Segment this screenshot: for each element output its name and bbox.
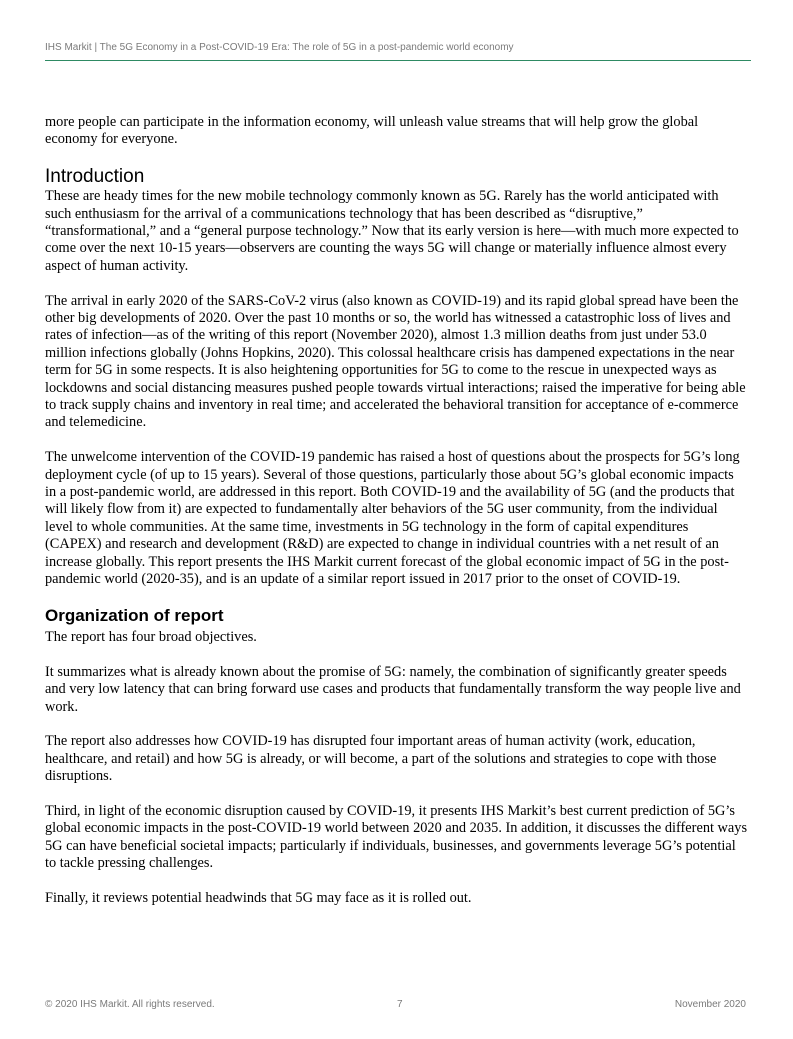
footer-page-number: 7 — [397, 999, 403, 1010]
introduction-paragraph-2: The arrival in early 2020 of the SARS-CoV-2 virus (also known as COVID-19) and its rapid global spread have been the other big developments of 2020. Over the past 10 months or so, the world has witnessed a catastrophic loss of lives and rates of infection—as of the writing of this report (November 2020), almost 1.3 million deaths from just under 53.0 million infections globally (Johns Hopkins, 2020). This colossal healthcare crisis has dampened expectations in the near term for 5G in some respects. It is also heightening opportunities for 5G to come to the rescue in unexpected ways as lockdowns and social distancing measures pushed people towards virtual interactions; raised the imperative for being able to track supply chains and inventory in real time; and accelerated the behavioral transition for acceptance of e-commerce and telemedicine. — [45, 292, 746, 431]
footer-copyright: © 2020 IHS Markit. All rights reserved. — [45, 999, 215, 1010]
introduction-paragraph-1: These are heady times for the new mobile technology commonly known as 5G. Rarely has the world anticipated with such enthusiasm for the arrival of a communications technology that has been described as “disruptive,” “transformational,” and a “general purpose technology.” Now that its early version is here—with much more expected to come over the next 10-15 years—observers are counting the ways 5G will change or materially influence almost every aspect of human activity. — [45, 188, 739, 274]
organization-paragraph-3: The report also addresses how COVID-19 has disrupted four important areas of human activity (work, education, healthcare, and retail) and how 5G is already, or will become, a part of the solutions and strategies to cope with those disruptions. — [45, 733, 717, 785]
organization-paragraph-2: It summarizes what is already known about the promise of 5G: namely, the combination of significantly greater speeds and very low latency that can bring forward use cases and products that fundamentally transform the way people live and work. — [45, 663, 741, 715]
introduction-paragraph-3: The unwelcome intervention of the COVID-19 pandemic has raised a host of questions about the prospects for 5G’s long deployment cycle (of up to 15 years). Several of those questions, particularly those about 5G’s global economic impacts in a post-pandemic world, are addressed in this report. Both COVID-19 and the availability of 5G (and the products that will likely flow from it) are expected to fundamentally alter behaviors of the 5G user community, from the individual level to whole communities. At the same time, investments in 5G technology in the form of capital expenditures (CAPEX) and research and development (R&D) are expected to change in individual countries with a net result of an increase globally. This report presents the IHS Markit current forecast of the global economic impact of 5G in the post-pandemic world (2020-35), and is an update of a similar report issued in 2017 prior to the onset of COVID-19. — [45, 449, 740, 588]
header-divider — [45, 60, 751, 61]
organization-heading: Organization of report — [45, 605, 224, 625]
introduction-heading: Introduction — [45, 166, 145, 188]
continuation-paragraph: more people can participate in the information economy, will unleash value streams that will help grow the global economy for everyone. — [45, 114, 699, 148]
organization-paragraph-1: The report has four broad objectives. — [45, 628, 257, 645]
page-content — [45, 114, 748, 925]
footer-date: November 2020 — [674, 999, 746, 1010]
running-header: IHS Markit | The 5G Economy in a Post-COVID-19 Era: The role of 5G in a post-pandemic world economy — [45, 42, 514, 53]
organization-paragraph-5: Finally, it reviews potential headwinds that 5G may face as it is rolled out. — [45, 889, 472, 906]
organization-paragraph-4: Third, in light of the economic disruption caused by COVID-19, it presents IHS Markit’s best current prediction of 5G’s global economic impacts in the post-COVID-19 world between 2020 and 2035. In addition, it discusses the different ways 5G can have beneficial societal impacts; particularly if individuals, businesses, and governments leverage 5G’s potential to tackle pressing challenges. — [45, 802, 748, 872]
